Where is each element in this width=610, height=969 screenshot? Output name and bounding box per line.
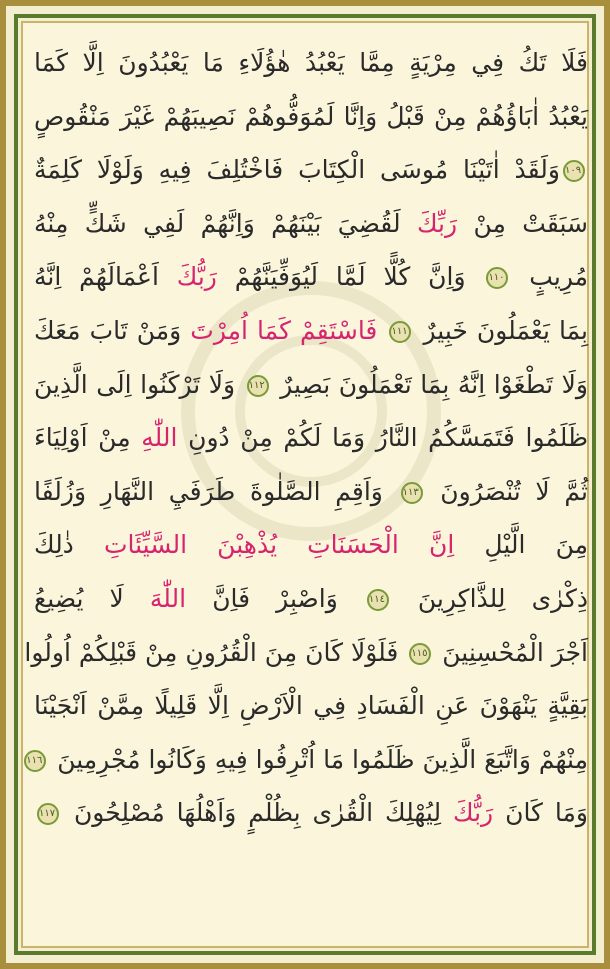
text-line [34,90,588,144]
verse-text: فَلَوْلَا كَانَ مِنَ الْقُرُونِ مِنْ قَبْلِكُمْ اُولُوا [24,637,407,667]
ayah-number-marker: ١١١ [389,321,411,343]
text-line [34,411,588,465]
verse-text: ثُمَّ لَا تُنْصَرُونَ [425,476,589,506]
verse-text: لَقُضِيَ بَيْنَهُمْ وَاِنَّهُمْ لَفِي شَكٍّ مِنْهُ [34,208,417,238]
ayah-number-marker: ١١٠ [486,267,508,289]
verse-text: سَبَقَتْ مِنْ [457,208,588,238]
text-line [34,250,588,304]
verse-text: يَعْبُدُ اٰبَاؤُهُمْ مِنْ قَبْلُ وَاِنَّا لَمُوَفُّوهُمْ نَصِيبَهُمْ غَيْرَ مَنْقُوصٍ [34,101,588,131]
text-line [34,143,588,197]
verse-text: مِنْ اَوْلِيَاءَ [34,423,142,453]
text-line [34,304,588,358]
text-line [26,733,588,787]
text-line [34,786,588,840]
highlighted-word: فَاسْتَقِمْ كَمَا اُمِرْتَ [190,315,378,345]
verse-text: وَمَنْ تَابَ مَعَكَ [34,315,191,345]
verse-text: وَمَا كَانَ [493,798,588,828]
verse-text: وَلَا تَطْغَوْا اِنَّهُ بِمَا تَعْمَلُونَ بَصِيرٌ [271,369,588,399]
verse-text: مِنَ الَّيْلِ [454,530,588,560]
verse-text: وَاَقِمِ الصَّلٰوةَ طَرَفَيِ النَّهَارِ وَزُلَفًا [34,476,398,506]
ayah-number-marker: ١١٣ [401,482,423,504]
verse-text: ذٰلِكَ [34,530,104,560]
text-line [24,626,588,680]
highlighted-word: رَبُّكَ [176,262,217,292]
verse-text-block [24,36,589,840]
ayah-number-marker: ١٠٩ [563,160,585,182]
highlighted-word: اِنَّ الْحَسَنَاتِ يُذْهِبْنَ السَّيِّئَاتِ [103,530,455,560]
text-line [34,197,588,251]
verse-text: مُرِيبٍ [511,262,589,292]
highlighted-word: رَبِّكَ [416,208,458,238]
verse-text: بَقِيَّةٍ يَنْهَوْنَ عَنِ الْفَسَادِ فِي الْاَرْضِ اِلَّا قَلِيلًا مِمَّنْ اَنْجَيْنَا [34,691,588,721]
ayah-number-marker: ١١٢ [247,375,269,397]
text-line [34,465,588,519]
text-line [34,572,588,626]
verse-text: بِمَا يَعْمَلُونَ خَبِيرٌ [414,315,588,345]
text-line [34,358,588,412]
verse-text [377,316,386,345]
verse-text: ظَلَمُوا فَتَمَسَّكُمُ النَّارُ وَمَا لَكُمْ مِنْ دُونِ [177,423,588,453]
verse-text: ذِكْرٰى لِلذَّاكِرِينَ [391,583,588,613]
text-line [34,36,588,90]
verse-text: اَعْمَالَهُمْ اِنَّهُ [34,262,177,292]
verse-text: لِيُهْلِكَ الْقُرٰى بِظُلْمٍ وَاَهْلُهَا مُصْلِحُونَ [62,798,454,828]
verse-text: وَلَا تَرْكَنُوا اِلَى الَّذِينَ [34,369,244,399]
highlighted-word: اللّٰهِ [141,423,178,453]
verse-text: اَجْرَ الْمُحْسِنِينَ [434,637,588,667]
verse-text: وَلَقَدْ اٰتَيْنَا مُوسَى الْكِتَابَ فَاخْتُلِفَ فِيهِ وَلَوْلَا كَلِمَةٌ [34,155,560,185]
ayah-number-marker: ١١٦ [24,750,46,772]
verse-text: وَاِنَّ كُلًّا لَمَّا لَيُوَفِّيَنَّهُمْ [216,262,484,292]
ayah-number-marker: ١١٧ [37,803,59,825]
verse-text: وَاصْبِرْ فَاِنَّ [186,583,364,613]
text-line [34,518,588,572]
ayah-number-marker: ١١٥ [409,643,431,665]
ayah-number-marker: ١١٤ [367,589,389,611]
verse-text: فَلَا تَكُ فِي مِرْيَةٍ مِمَّا يَعْبُدُ هٰؤُلَاءِ مَا يَعْبُدُونَ اِلَّا كَمَا [34,48,588,77]
text-line [34,679,588,733]
verse-text: مِنْهُمْ وَاتَّبَعَ الَّذِينَ ظَلَمُوا مَا اُتْرِفُوا فِيهِ وَكَانُوا مُجْرِمِينَ [49,744,588,774]
highlighted-word: اللّٰهَ [149,583,187,613]
highlighted-word: رَبُّكَ [453,798,494,828]
verse-text: لَا يُضِيعُ [34,583,150,613]
